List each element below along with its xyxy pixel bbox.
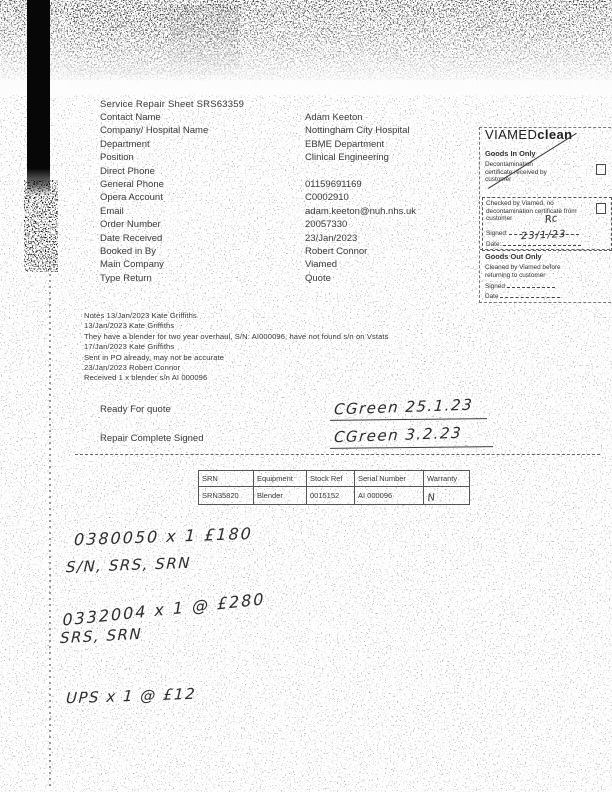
date-line xyxy=(500,290,560,298)
repair-complete-signature: CGreen 3.2.23 xyxy=(333,423,463,447)
field-value: 20057330 xyxy=(305,219,348,231)
brand-suffix: clean xyxy=(537,127,573,142)
field-label: Email xyxy=(100,205,124,217)
signature-underline xyxy=(330,403,487,421)
note-line: 23/Jan/2023 Robert Connor xyxy=(84,363,181,373)
checked-by-viamed-checkbox xyxy=(596,203,606,214)
header-stock-ref: Stock Ref xyxy=(307,471,355,487)
header-srn: SRN xyxy=(199,471,254,487)
signed-label: Signed xyxy=(485,283,505,290)
note-line: Notes 13/Jan/2023 Kate Griffiths xyxy=(84,311,197,320)
form-row-company xyxy=(100,124,520,137)
ready-for-quote-signature: CGreen 25.1.23 xyxy=(333,395,474,419)
brand-name: VIAMED xyxy=(485,127,538,142)
field-value: Robert Connor xyxy=(305,245,368,257)
field-label: Direct Phone xyxy=(100,165,155,177)
field-value: Quote xyxy=(305,272,331,284)
field-value: adam.keeton@nuh.nhs.uk xyxy=(305,205,417,217)
goods-out-only-title: Goods Out Only xyxy=(485,252,542,261)
handwritten-note-1: S/N, SRS, SRN xyxy=(65,553,192,577)
cell-serial-number: AI 000096 xyxy=(355,487,424,505)
viamed-clean-stamp xyxy=(479,127,612,303)
field-label: Date Received xyxy=(100,232,163,244)
stamp-separator xyxy=(480,249,612,250)
ready-for-quote-label: Ready For quote xyxy=(100,404,171,415)
parts-table-row xyxy=(199,487,470,505)
note-line: They have a blender for two year overhaul, S/N: AI000096, have not found s/n on Vstats xyxy=(84,331,389,341)
parts-table xyxy=(198,470,470,505)
checked-by-viamed-box xyxy=(482,197,612,251)
field-value: C0002910 xyxy=(305,192,349,204)
stamp-signature-handwritten: Rc xyxy=(544,213,559,226)
field-value: Clinical Engineering xyxy=(305,152,389,164)
note-line: 17/Jan/2023 Kate Griffiths xyxy=(84,342,175,352)
parts-table-header-row xyxy=(199,471,470,487)
stamp-date-handwritten: 23/1/23 xyxy=(520,228,567,243)
form-row-type-return xyxy=(100,272,520,285)
viamedclean-logo xyxy=(485,127,573,142)
form-row-direct-phone xyxy=(100,165,520,178)
field-label: Booked in By xyxy=(100,245,156,257)
field-value: 01159691169 xyxy=(305,178,362,190)
cell-srn: SRN35820 xyxy=(199,487,254,505)
date-label: Date xyxy=(485,293,499,300)
form-row-opera-account xyxy=(100,191,520,204)
field-label: Type Return xyxy=(100,272,152,284)
horizontal-divider xyxy=(75,454,600,455)
handwritten-price-line-3: UPS x 1 @ £12 xyxy=(65,684,197,708)
field-label: Opera Account xyxy=(100,192,163,204)
repair-form-fields xyxy=(100,111,520,285)
note-line: Received 1 x blender s/n AI 000096 xyxy=(84,373,208,383)
form-row-booked-in-by xyxy=(100,245,520,258)
decontamination-checkbox xyxy=(596,164,606,175)
form-row-email xyxy=(100,205,520,218)
date-label: Date: xyxy=(486,241,502,248)
form-row-department xyxy=(100,138,520,151)
notes-block xyxy=(84,311,524,384)
goods-in-only-title: Goods In Only xyxy=(485,149,536,158)
handwritten-price-line-1: 0380050 x 1 £180 xyxy=(73,523,254,550)
field-label: Main Company xyxy=(100,259,164,271)
form-row-contact-name xyxy=(100,111,520,124)
cell-stock-ref: 0015152 xyxy=(307,487,355,505)
field-value: Adam Keeton xyxy=(305,112,363,123)
field-value: EBME Department xyxy=(305,138,385,150)
field-label: Order Number xyxy=(100,219,161,231)
goods-out-text: Cleaned by Viamed before returning to customer xyxy=(485,264,561,279)
note-line: Sent in PO already, may not be accurate xyxy=(84,352,225,362)
form-row-main-company xyxy=(100,258,520,271)
checked-by-viamed-text: Checked by Viamed, no decontamination certificate from customer xyxy=(486,200,577,223)
repair-complete-label: Repair Complete Signed xyxy=(100,433,204,444)
form-row-order-number xyxy=(100,218,520,231)
header-warranty: Warranty xyxy=(424,471,470,487)
field-label: Company/ Hospital Name xyxy=(100,125,209,137)
field-value: Viamed xyxy=(305,259,338,271)
header-equipment: Equipment xyxy=(254,471,307,487)
field-label: Contact Name xyxy=(100,112,161,123)
goods-in-text: Decontamination certificate received by customer xyxy=(485,161,547,184)
field-label: Position xyxy=(100,152,134,164)
handwritten-note-2: SRS, SRN xyxy=(59,624,143,648)
form-row-date-received xyxy=(100,232,520,245)
note-line: 13/Jan/2023 Kate Griffiths xyxy=(84,321,175,331)
field-label: General Phone xyxy=(100,178,164,190)
signed-line xyxy=(507,280,555,288)
goods-out-date-row xyxy=(485,290,605,301)
field-value: Nottingham City Hospital xyxy=(305,125,410,137)
handwritten-price-line-2: 0332004 x 1 @ £280 xyxy=(62,589,266,630)
goods-out-signed-row xyxy=(485,280,605,291)
signature-underline xyxy=(330,431,493,449)
field-label: Department xyxy=(100,138,150,150)
cell-equipment: Blender xyxy=(254,487,307,505)
field-value: 23/Jan/2023 xyxy=(305,232,358,244)
signed-label: Signed: xyxy=(486,230,508,237)
document-title: Service Repair Sheet SRS63359 xyxy=(100,99,245,110)
cell-warranty-handwritten: N xyxy=(423,484,471,507)
header-serial-number: Serial Number xyxy=(355,471,424,487)
form-row-position xyxy=(100,151,520,164)
form-row-general-phone xyxy=(100,178,520,191)
